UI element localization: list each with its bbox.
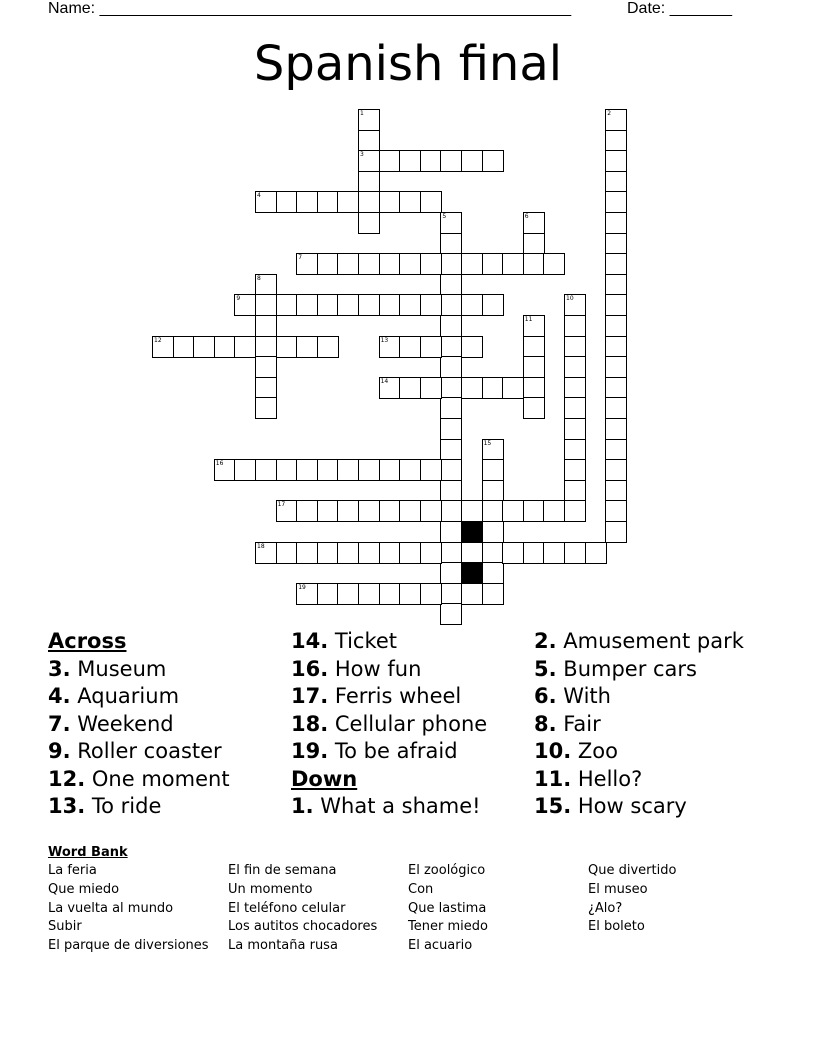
clue-number-label: 5: [442, 213, 447, 220]
down-heading: Down: [291, 766, 358, 791]
crossword-cell[interactable]: [605, 130, 627, 152]
word-bank-item: La feria: [48, 863, 97, 878]
clue-number-label: 18: [257, 542, 265, 550]
clue-across-4: 4. Aquarium: [48, 684, 180, 708]
word-bank-item: Los autitos chocadores: [228, 919, 378, 935]
word-bank-item: Que miedo: [48, 881, 120, 897]
crossword-cell[interactable]: [605, 480, 627, 502]
crossword-cell[interactable]: [420, 294, 442, 316]
crossword-cell[interactable]: [564, 500, 586, 522]
crossword-cell[interactable]: [317, 294, 339, 316]
crossword-cell[interactable]: [379, 583, 401, 605]
crossword-cell[interactable]: [420, 253, 442, 275]
across-heading: Across: [48, 629, 127, 653]
crossword-cell[interactable]: [543, 253, 565, 275]
crossword-cell[interactable]: [461, 294, 483, 316]
crossword-cell[interactable]: [440, 212, 462, 234]
crossword-cell[interactable]: [461, 150, 483, 172]
clues-column-1: [48, 628, 230, 821]
crossword-cell[interactable]: [399, 294, 421, 316]
crossword-cell[interactable]: [255, 191, 277, 213]
crossword-cell[interactable]: [440, 439, 462, 461]
crossword-cell[interactable]: [482, 459, 504, 481]
crossword-cell[interactable]: [296, 191, 318, 213]
crossword-black-cell: [461, 521, 483, 543]
crossword-cell[interactable]: [564, 397, 586, 419]
crossword-cell[interactable]: [440, 480, 462, 502]
crossword-cell[interactable]: [358, 150, 380, 172]
crossword-cell[interactable]: [440, 233, 462, 255]
clue-across-14: 14. Ticket: [291, 629, 398, 653]
word-bank-item: ¿Alo?: [588, 900, 623, 916]
crossword-cell[interactable]: [564, 315, 586, 337]
crossword-cell[interactable]: [255, 315, 277, 337]
crossword-cell[interactable]: [358, 459, 380, 481]
crossword-cell[interactable]: [173, 336, 195, 358]
crossword-cell[interactable]: [564, 356, 586, 378]
crossword-cell[interactable]: [399, 459, 421, 481]
word-bank-item: Con: [408, 881, 434, 897]
crossword-cell[interactable]: [276, 294, 298, 316]
clue-down-2: 2. Amusement park: [534, 629, 744, 653]
crossword-cell[interactable]: [440, 562, 462, 584]
crossword-cell[interactable]: [523, 356, 545, 378]
page-title: Spanish final: [253, 36, 563, 92]
clue-down-6: 6. With: [534, 684, 611, 708]
crossword-cell[interactable]: [605, 233, 627, 255]
crossword-cell[interactable]: [523, 542, 545, 564]
clue-number-label: 17: [277, 501, 286, 509]
clue-number-label: 19: [298, 583, 306, 591]
crossword-cell[interactable]: [379, 253, 401, 275]
word-bank-title: Word Bank: [48, 845, 128, 860]
crossword-cell[interactable]: [255, 274, 277, 296]
crossword-cell[interactable]: [399, 336, 421, 358]
crossword-cell[interactable]: [461, 336, 483, 358]
crossword-cell[interactable]: [358, 130, 380, 152]
crossword-cell[interactable]: [605, 315, 627, 337]
clue-across-17: 17. Ferris wheel: [291, 684, 462, 708]
crossword-cell[interactable]: [482, 150, 504, 172]
crossword-cell[interactable]: [523, 212, 545, 234]
clue-number-label: 7: [298, 254, 303, 262]
crossword-cell[interactable]: [461, 377, 483, 399]
crossword-cell[interactable]: [358, 253, 380, 275]
crossword-cell[interactable]: [379, 336, 401, 358]
clue-across-18: 18. Cellular phone: [291, 711, 488, 736]
clue-number-label: 8: [257, 274, 261, 282]
crossword-cell[interactable]: [482, 542, 504, 564]
crossword-cell[interactable]: [461, 583, 483, 605]
crossword-cell[interactable]: [605, 150, 627, 172]
word-bank-item: La montaña rusa: [228, 938, 338, 954]
clue-number-label: 15: [483, 439, 492, 447]
crossword-cell[interactable]: [296, 336, 318, 358]
word-bank-column-1: [48, 862, 209, 956]
crossword-cell[interactable]: [379, 191, 401, 213]
word-bank-item: Un momento: [228, 881, 313, 897]
word-bank-item: El acuario: [408, 938, 473, 954]
word-bank-column-4: [588, 862, 676, 937]
clue-down-1: 1. What a shame!: [291, 794, 481, 818]
crossword-cell[interactable]: [337, 191, 359, 213]
crossword-cell[interactable]: [564, 459, 586, 481]
crossword-cell[interactable]: [605, 439, 627, 461]
crossword-cell[interactable]: [440, 500, 462, 522]
crossword-cell[interactable]: [296, 294, 318, 316]
crossword-cell[interactable]: [358, 171, 380, 193]
crossword-cell[interactable]: [399, 150, 421, 172]
crossword-cell[interactable]: [482, 500, 504, 522]
clue-number-label: 9: [236, 295, 241, 303]
crossword-cell[interactable]: [276, 500, 298, 522]
crossword-cell[interactable]: [296, 500, 318, 522]
crossword-cell[interactable]: [461, 253, 483, 275]
crossword-cell[interactable]: [440, 377, 462, 399]
clue-number-label: 10: [566, 295, 574, 303]
clue-down-5: 5. Bumper cars: [534, 656, 698, 681]
word-bank-item: Subir: [48, 919, 82, 935]
crossword-cell[interactable]: [296, 459, 318, 481]
crossword-cell[interactable]: [482, 439, 504, 461]
crossword-cell[interactable]: [379, 294, 401, 316]
clues-column-2: [291, 628, 487, 821]
word-bank-item: El zoológico: [408, 863, 486, 878]
crossword-cell[interactable]: [358, 583, 380, 605]
crossword-cell[interactable]: [255, 542, 277, 564]
crossword-cell[interactable]: [276, 191, 298, 213]
clue-number-label: 12: [154, 336, 162, 344]
crossword-cell[interactable]: [399, 377, 421, 399]
crossword-cell[interactable]: [605, 212, 627, 234]
crossword-cell[interactable]: [379, 459, 401, 481]
clue-across-12: 12. One moment: [48, 766, 230, 791]
crossword-black-cell: [461, 562, 483, 584]
clue-number-label: 14: [380, 377, 389, 385]
crossword-cell[interactable]: [276, 542, 298, 564]
crossword-cell[interactable]: [440, 397, 462, 419]
word-bank-item: Tener miedo: [408, 919, 488, 935]
crossword-cell[interactable]: [523, 336, 545, 358]
clue-number-label: 6: [524, 213, 529, 220]
crossword-cell[interactable]: [440, 418, 462, 440]
crossword-cell[interactable]: [255, 294, 277, 316]
crossword-cell[interactable]: [399, 500, 421, 522]
crossword-cell[interactable]: [358, 542, 380, 564]
crossword-cell[interactable]: [605, 356, 627, 378]
crossword-cell[interactable]: [482, 521, 504, 543]
crossword-cell[interactable]: [605, 109, 627, 131]
crossword-cell[interactable]: [564, 480, 586, 502]
crossword-cell[interactable]: [461, 500, 483, 522]
crossword-cell[interactable]: [234, 336, 256, 358]
crossword-cell[interactable]: [317, 583, 339, 605]
crossword-cell[interactable]: [337, 459, 359, 481]
word-bank-column-3: [408, 862, 488, 956]
crossword-cell[interactable]: [420, 377, 442, 399]
crossword-cell[interactable]: [420, 500, 442, 522]
name-field-line: Name: _____________________________________________________: [48, 0, 572, 17]
crossword-cell[interactable]: [337, 500, 359, 522]
clue-across-3: 3. Museum: [48, 656, 167, 681]
crossword-cell[interactable]: [152, 336, 174, 358]
crossword-cell[interactable]: [605, 274, 627, 296]
crossword-cell[interactable]: [440, 521, 462, 543]
crossword-cell[interactable]: [564, 418, 586, 440]
crossword-cell[interactable]: [440, 315, 462, 337]
crossword-cell[interactable]: [296, 253, 318, 275]
crossword-cell[interactable]: [564, 542, 586, 564]
crossword-cell[interactable]: [358, 500, 380, 522]
clue-across-19: 19. To be afraid: [291, 739, 458, 763]
crossword-cell[interactable]: [543, 542, 565, 564]
crossword-cell[interactable]: [440, 253, 462, 275]
crossword-cell[interactable]: [337, 542, 359, 564]
clue-across-13: 13. To ride: [48, 794, 162, 818]
crossword-cell[interactable]: [523, 233, 545, 255]
crossword-cell[interactable]: [502, 500, 524, 522]
crossword-cell[interactable]: [420, 583, 442, 605]
crossword-cell[interactable]: [296, 542, 318, 564]
crossword-cell[interactable]: [317, 500, 339, 522]
crossword-cell[interactable]: [502, 542, 524, 564]
word-bank-item: El parque de diversiones: [48, 938, 209, 954]
crossword-cell[interactable]: [461, 542, 483, 564]
clue-down-8: 8. Fair: [534, 711, 601, 736]
crossword-cell[interactable]: [440, 294, 462, 316]
crossword-cell[interactable]: [193, 336, 215, 358]
crossword-cell[interactable]: [605, 377, 627, 399]
clues-column-3: [534, 628, 744, 821]
crossword-cell[interactable]: [605, 336, 627, 358]
clue-number-label: 11: [524, 316, 533, 323]
crossword-cell[interactable]: [440, 583, 462, 605]
crossword-cell[interactable]: [255, 459, 277, 481]
crossword-cell[interactable]: [482, 253, 504, 275]
crossword-cell[interactable]: [440, 336, 462, 358]
word-bank-item: El boleto: [588, 919, 645, 935]
crossword-cell[interactable]: [605, 191, 627, 213]
crossword-cell[interactable]: [276, 336, 298, 358]
crossword-cell[interactable]: [440, 603, 462, 625]
word-bank-item: El teléfono celular: [228, 900, 346, 916]
crossword-cell[interactable]: [379, 377, 401, 399]
date-field-line: Date: _______: [627, 0, 732, 17]
crossword-cell[interactable]: [317, 191, 339, 213]
crossword-cell[interactable]: [399, 542, 421, 564]
crossword-cell[interactable]: [337, 583, 359, 605]
word-bank-item: El museo: [588, 881, 648, 897]
clue-number-label: 4: [257, 192, 261, 200]
crossword-cell[interactable]: [420, 542, 442, 564]
clue-across-16: 16. How fun: [291, 656, 422, 681]
crossword-cell[interactable]: [605, 521, 627, 543]
crossword-cell[interactable]: [605, 294, 627, 316]
crossword-cell[interactable]: [379, 500, 401, 522]
word-bank-item: La vuelta al mundo: [48, 900, 174, 916]
crossword-cell[interactable]: [255, 397, 277, 419]
clue-number-label: 16: [215, 460, 224, 468]
clue-down-11: 11. Hello?: [534, 766, 643, 791]
crossword-cell[interactable]: [605, 397, 627, 419]
crossword-cell[interactable]: [399, 191, 421, 213]
crossword-cell[interactable]: [379, 542, 401, 564]
crossword-cell[interactable]: [234, 459, 256, 481]
clue-number-label: 2: [607, 110, 612, 117]
crossword-cell[interactable]: [379, 150, 401, 172]
crossword-cell[interactable]: [420, 191, 442, 213]
crossword-cell[interactable]: [214, 459, 236, 481]
crossword-cell[interactable]: [214, 336, 236, 358]
crossword-cell[interactable]: [420, 150, 442, 172]
crossword-cell[interactable]: [399, 583, 421, 605]
crossword-cell[interactable]: [440, 356, 462, 378]
crossword-cell[interactable]: [502, 253, 524, 275]
crossword-cell[interactable]: [276, 459, 298, 481]
crossword-cell[interactable]: [605, 500, 627, 522]
crossword-cell[interactable]: [605, 459, 627, 481]
crossword-cell[interactable]: [523, 397, 545, 419]
crossword-cell[interactable]: [605, 418, 627, 440]
crossword-cell[interactable]: [255, 356, 277, 378]
crossword-cell[interactable]: [605, 253, 627, 275]
crossword-cell[interactable]: [482, 562, 504, 584]
crossword-cell[interactable]: [585, 542, 607, 564]
word-bank-item: El fin de semana: [228, 863, 337, 878]
crossword-cell[interactable]: [234, 294, 256, 316]
crossword-cell[interactable]: [420, 336, 442, 358]
crossword-cell[interactable]: [564, 336, 586, 358]
word-bank-item: Que divertido: [588, 863, 677, 878]
crossword-cell[interactable]: [440, 150, 462, 172]
crossword-cell[interactable]: [482, 480, 504, 502]
crossword-cell[interactable]: [502, 377, 524, 399]
crossword-cell[interactable]: [605, 171, 627, 193]
crossword-cell[interactable]: [523, 377, 545, 399]
crossword-cell[interactable]: [317, 336, 339, 358]
crossword-cell[interactable]: [564, 439, 586, 461]
word-bank-item: Que lastima: [408, 900, 487, 916]
crossword-cell[interactable]: [523, 253, 545, 275]
clue-down-15: 15. How scary: [534, 794, 687, 818]
crossword-cell[interactable]: [358, 109, 380, 131]
crossword-cell[interactable]: [482, 583, 504, 605]
clue-across-7: 7. Weekend: [48, 711, 174, 736]
crossword-cell[interactable]: [440, 542, 462, 564]
word-bank-column-2: [228, 862, 377, 956]
crossword-cell[interactable]: [358, 191, 380, 213]
crossword-cell[interactable]: [482, 294, 504, 316]
crossword-cell[interactable]: [317, 459, 339, 481]
crossword-cell[interactable]: [523, 500, 545, 522]
crossword-cell[interactable]: [564, 294, 586, 316]
crossword-cell[interactable]: [523, 315, 545, 337]
crossword-cell[interactable]: [399, 253, 421, 275]
clue-across-9: 9. Roller coaster: [48, 739, 222, 763]
crossword-cell[interactable]: [420, 459, 442, 481]
clue-down-10: 10. Zoo: [534, 739, 618, 763]
crossword-cell[interactable]: [543, 500, 565, 522]
crossword-cell[interactable]: [440, 459, 462, 481]
crossword-cell[interactable]: [255, 336, 277, 358]
clue-number-label: 13: [380, 336, 389, 344]
crossword-cell[interactable]: [317, 253, 339, 275]
crossword-cell[interactable]: [296, 583, 318, 605]
crossword-cell[interactable]: [317, 542, 339, 564]
clue-number-label: 1: [360, 110, 364, 117]
crossword-cell[interactable]: [564, 377, 586, 399]
crossword-cell[interactable]: [358, 294, 380, 316]
crossword-cell[interactable]: [255, 377, 277, 399]
clue-number-label: 3: [360, 151, 364, 159]
crossword-cell[interactable]: [337, 294, 359, 316]
crossword-cell[interactable]: [482, 377, 504, 399]
crossword-cell[interactable]: [440, 274, 462, 296]
crossword-cell[interactable]: [337, 253, 359, 275]
crossword-cell[interactable]: [358, 212, 380, 234]
